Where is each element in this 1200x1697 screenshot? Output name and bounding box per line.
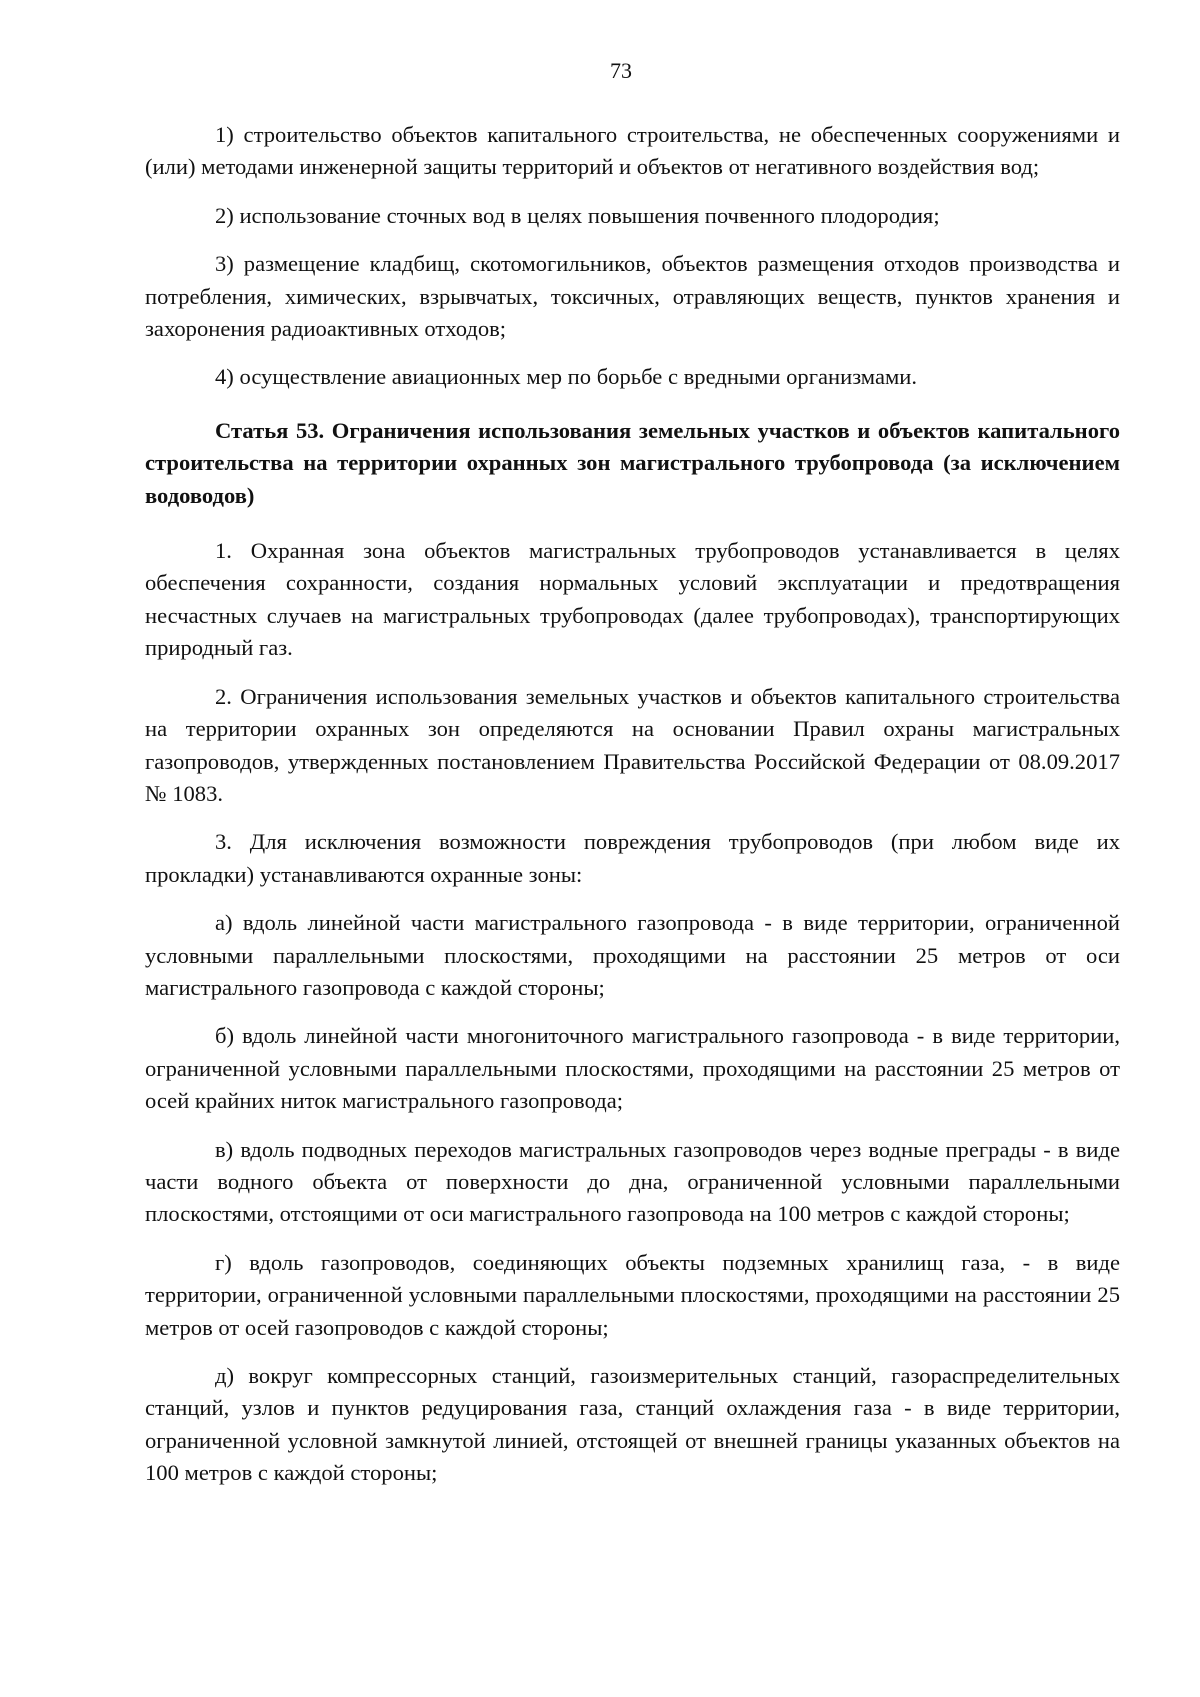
paragraph-item-1: 1) строительство объектов капитального строительства, не обеспеченных сооружениями и (или) методами инженерной защиты территорий и объектов от негативного воздействия вод;	[145, 122, 1120, 180]
paragraph-subclause-b: б) вдоль линейной части многониточного магистрального газопровода - в виде территории, ограниченной условными параллельными плоскостями, проходящими на расстоянии 25 метров от осей крайних ниток магистрального газопровода;	[145, 1023, 1120, 1114]
paragraph-clause-1: 1. Охранная зона объектов магистральных трубопроводов устанавливается в целях обеспечения сохранности, создания нормальных условий эксплуатации и предотвращения несчастных случаев на магистральных трубопроводах (далее трубопроводах), транспортирующих природный газ.	[145, 538, 1120, 661]
page-number: 73	[610, 58, 632, 83]
document-body	[145, 119, 1120, 1506]
article-heading: Статья 53. Ограничения использования земельных участков и объектов капитального строительства на территории охранных зон магистрального трубопровода (за исключением водоводов)	[145, 417, 1120, 508]
paragraph-subclause-a: а) вдоль линейной части магистрального газопровода - в виде территории, ограниченной условными параллельными плоскостями, проходящими на расстоянии 25 метров от оси магистрального газопровода с каждой стороны;	[145, 910, 1120, 1000]
paragraph-subclause-g: г) вдоль газопроводов, соединяющих объекты подземных хранилищ газа, - в виде территории, ограниченной условными параллельными плоскостями, проходящими на расстоянии 25 метров от осей газопроводов с каждой стороны;	[145, 1249, 1120, 1340]
paragraph-item-3: 3) размещение кладбищ, скотомогильников, объектов размещения отходов производства и потребления, химических, взрывчатых, токсичных, отравляющих веществ, пунктов хранения и захоронения радиоактивных отходов;	[145, 251, 1120, 342]
paragraph-subclause-v: в) вдоль подводных переходов магистральных газопроводов через водные преграды - в виде части водного объекта от поверхности до дна, ограниченной условными параллельными плоскостями, отстоящими от оси магистрального газопровода на 100 метров с каждой стороны;	[145, 1136, 1120, 1227]
paragraph-clause-2: 2. Ограничения использования земельных участков и объектов капитального строительства на территории охранных зон определяются на основании Правил охраны магистральных газопроводов, утвержденных постановлением Правительства Российской Федерации от 08.09.2017 № 1083.	[145, 683, 1120, 806]
paragraph-subclause-d: д) вокруг компрессорных станций, газоизмерительных станций, газораспределительных станций, узлов и пунктов редуцирования газа, станций охлаждения газа - в виде территории, ограниченной условной замкнутой линией, отстоящей от внешней границы указанных объектов на 100 метров с каждой стороны;	[145, 1363, 1120, 1486]
paragraph-item-4: 4) осуществление авиационных мер по борьбе с вредными организмами.	[215, 364, 918, 390]
paragraph-item-2: 2) использование сточных вод в целях повышения почвенного плодородия;	[215, 202, 940, 228]
paragraph-clause-3: 3. Для исключения возможности повреждения трубопроводов (при любом виде их прокладки) устанавливаются охранные зоны:	[145, 829, 1120, 887]
